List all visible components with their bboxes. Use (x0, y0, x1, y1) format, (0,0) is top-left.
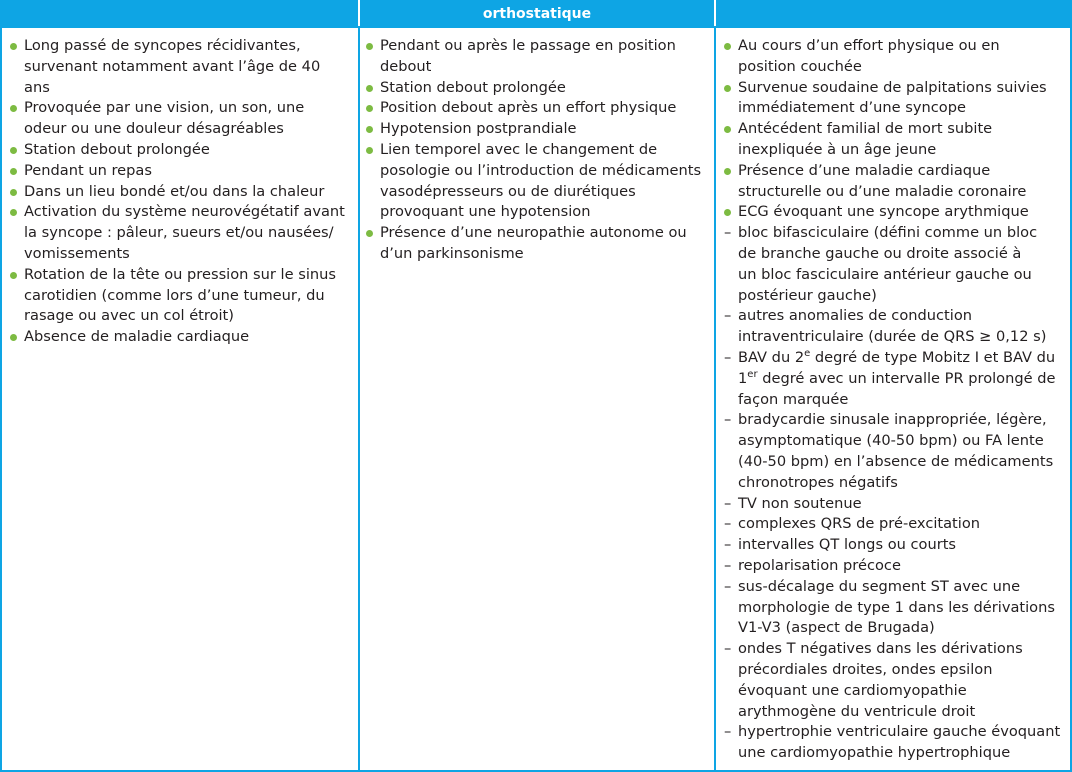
list-item-text: Présence d’une maladie cardiaque structurelle ou d’une maladie coronaire (738, 161, 1027, 200)
dash-marker: – (724, 494, 732, 512)
list-item (724, 119, 1064, 161)
sub-list-item-text: BAV du 2e degré de type Mobitz I et BAV du 1er degré avec un intervalle PR prolongé de façon marquée (738, 348, 1056, 408)
dash-marker: – (724, 640, 732, 658)
sub-list-item (724, 306, 1064, 348)
list-item (724, 202, 1064, 223)
list-item-text: Antécédent familial de mort subite inexpliquée à un âge jeune (738, 120, 993, 158)
list-item-text: Hypotension postprandiale (380, 120, 577, 138)
dash-marker: – (724, 577, 732, 595)
column-reflex-syncope (0, 26, 358, 772)
list-item-text: Activation du système neurovégétatif avant la syncope : pâleur, sueurs et/ou nausées/ vomissements (24, 203, 345, 262)
dash-marker: – (724, 411, 732, 429)
dash-marker: – (724, 224, 732, 242)
list-item-text: Au cours d’un effort physique ou en position couchée (738, 37, 1000, 75)
list-item-text: Long passé de syncopes récidivantes, survenant notamment avant l’âge de 40 ans (24, 37, 321, 96)
sub-list-item (724, 722, 1064, 764)
sub-list-item (724, 577, 1064, 639)
sub-list-item-text: repolarisation précoce (738, 556, 901, 574)
sub-list-item-text: sus-décalage du segment ST avec une morphologie de type 1 dans les dérivations V1-V3 (aspect de Brugada) (738, 577, 1055, 637)
list-item (10, 182, 350, 203)
list-item (366, 119, 712, 140)
dash-marker: – (724, 536, 732, 554)
sub-list-item (724, 494, 1064, 515)
sub-list-item (724, 348, 1064, 410)
criteria-list (366, 36, 712, 265)
sub-list-item (724, 535, 1064, 556)
list-item (366, 36, 712, 78)
list-item-text: Lien temporel avec le changement de posologie ou l’introduction de médicaments vasodépresseurs ou de diurétiques provoquant une hypotension (380, 140, 702, 221)
list-item-text: Station debout prolongée (24, 140, 210, 158)
list-item (366, 140, 712, 223)
list-item (10, 140, 350, 161)
list-item-text: Station debout prolongée (380, 78, 566, 96)
sub-list-item (724, 410, 1064, 493)
sub-list-item-text: ondes T négatives dans les dérivations précordiales droites, ondes epsilon évoquant une cardiomyopathie arythmogène du ventricule droit (738, 640, 1023, 720)
header-col-1 (0, 0, 358, 26)
bullet-icon (724, 85, 731, 92)
sub-list-item (724, 514, 1064, 535)
column-cardiac-syncope (714, 26, 1072, 772)
bullet-icon (10, 105, 17, 112)
list-item-text: Survenue soudaine de palpitations suivies immédiatement d’une syncope (738, 78, 1047, 117)
list-item-text: ECG évoquant une syncope arythmique (738, 203, 1029, 221)
bullet-icon (366, 230, 373, 237)
list-item-text: Pendant ou après le passage en position debout (380, 37, 676, 75)
criteria-list (10, 36, 350, 348)
sub-list-item-text: TV non soutenue (738, 494, 862, 512)
list-item (724, 161, 1064, 203)
bullet-icon (366, 126, 373, 133)
bullet-icon (10, 189, 17, 196)
sub-list-item (724, 639, 1064, 722)
bullet-icon (10, 334, 17, 341)
list-item-text: Absence de maladie cardiaque (24, 328, 250, 346)
list-item (10, 327, 350, 348)
bullet-icon (724, 43, 731, 50)
bullet-icon (10, 147, 17, 154)
sub-list-item-text: hypertrophie ventriculaire gauche évoquant une cardiomyopathie hypertrophique (738, 723, 1061, 762)
bullet-icon (366, 85, 373, 92)
bullet-icon (366, 105, 373, 112)
dash-marker: – (724, 515, 732, 533)
dash-marker: – (724, 723, 732, 741)
bullet-icon (10, 168, 17, 175)
header-divider (358, 0, 360, 26)
bullet-icon (724, 168, 731, 175)
header-col-2-label: orthostatique (482, 6, 592, 22)
sub-list-item (724, 223, 1064, 306)
header-col-3 (716, 0, 1072, 26)
bullet-icon (724, 209, 731, 216)
list-item (366, 98, 712, 119)
sub-list-item-text: bloc bifasciculaire (défini comme un bloc de branche gauche ou droite associé à un bloc fasciculaire antérieur gauche ou postérieur gauche) (738, 224, 1038, 304)
bullet-icon (10, 209, 17, 216)
list-item (724, 36, 1064, 78)
list-item-text: Pendant un repas (24, 161, 152, 179)
list-item (10, 202, 350, 264)
bullet-icon (724, 126, 731, 133)
column-orthostatic-syncope (358, 26, 716, 772)
dash-marker: – (724, 307, 732, 325)
list-item-text: Présence d’une neuropathie autonome ou d’un parkinsonisme (380, 224, 687, 262)
list-item (724, 78, 1064, 120)
bullet-icon (10, 43, 17, 50)
list-item-text: Provoquée par une vision, un son, une odeur ou une douleur désagréables (24, 99, 305, 138)
dash-marker: – (724, 348, 732, 366)
list-item-text: Dans un lieu bondé et/ou dans la chaleur (24, 182, 325, 200)
sub-list-item-text: intervalles QT longs ou courts (738, 536, 957, 554)
header-col-2 (360, 0, 714, 26)
list-item-text: Position debout après un effort physique (380, 99, 677, 117)
sub-list-item-text: bradycardie sinusale inappropriée, légère, asymptomatique (40-50 bpm) ou FA lente (40-50 bpm) en l’absence de médicaments chronotropes négatifs (738, 411, 1054, 491)
list-item (10, 36, 350, 98)
sub-list-item-text: autres anomalies de conduction intraventriculaire (durée de QRS ≥ 0,12 s) (738, 307, 1047, 346)
list-item (10, 98, 350, 140)
bullet-icon (366, 147, 373, 154)
bullet-icon (366, 43, 373, 50)
criteria-list (724, 36, 1064, 764)
bullet-icon (10, 272, 17, 279)
list-item (10, 161, 350, 182)
header-divider (714, 0, 716, 26)
list-item (10, 265, 350, 327)
dash-marker: – (724, 556, 732, 574)
sub-list-item-text: complexes QRS de pré-excitation (738, 515, 981, 533)
list-item (366, 223, 712, 265)
list-item-text: Rotation de la tête ou pression sur le sinus carotidien (comme lors d’une tumeur, du rasage ou avec un col étroit) (24, 265, 336, 325)
sub-list-item (724, 556, 1064, 577)
list-item (366, 78, 712, 99)
